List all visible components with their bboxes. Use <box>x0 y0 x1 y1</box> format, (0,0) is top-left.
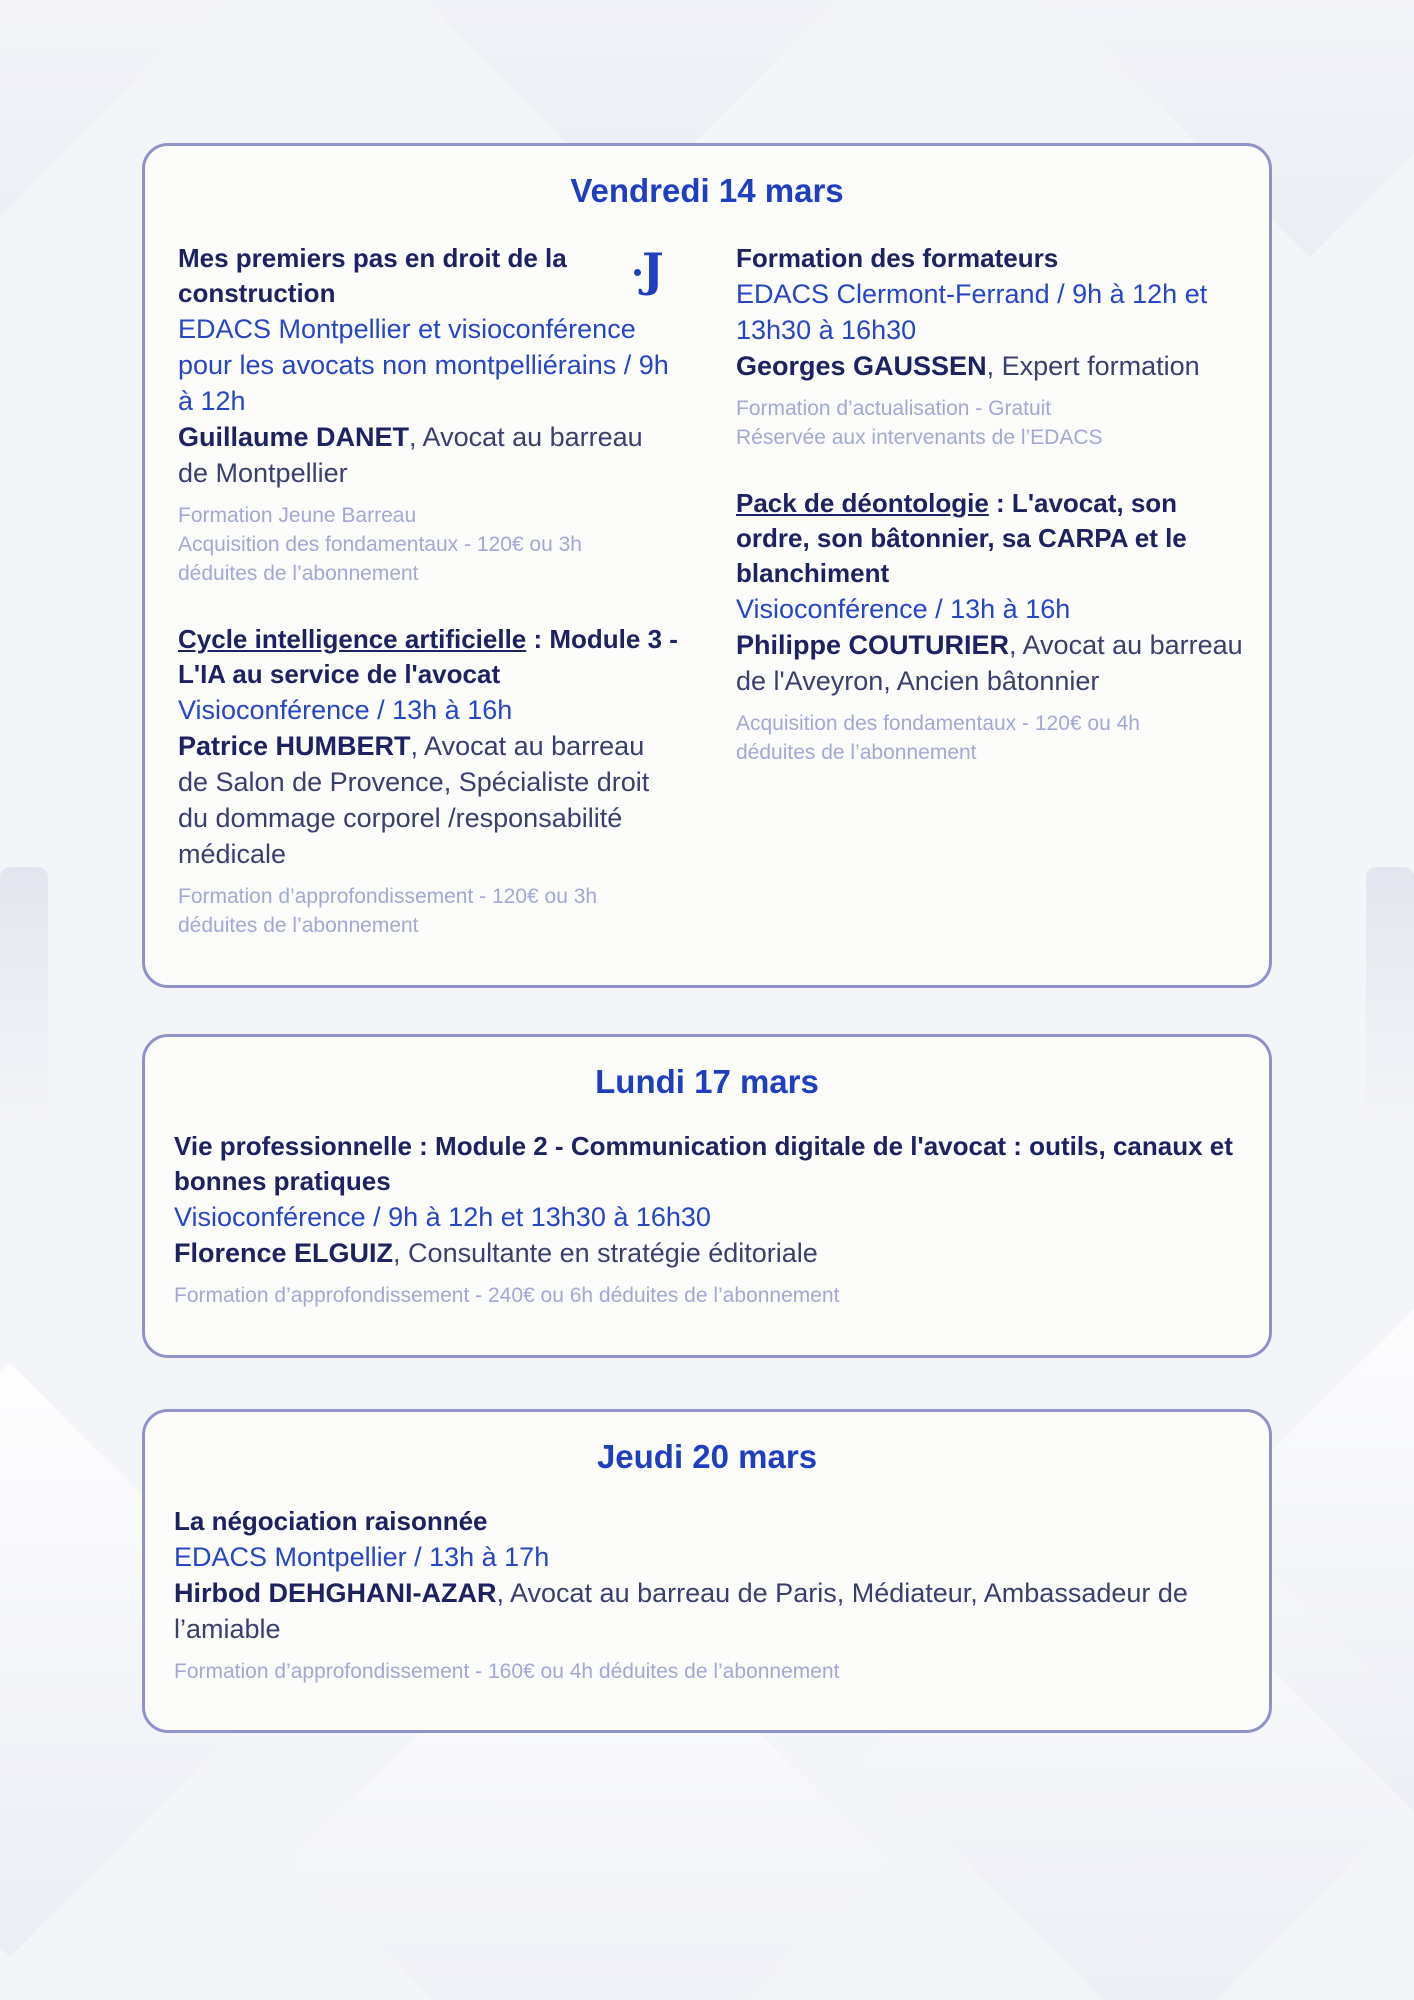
event-communication <box>174 1129 1234 1310</box>
event-meta <box>736 394 1246 452</box>
event-location: EDACS Montpellier et visioconférence pour les avocats non montpelliérains / 9h à 12h <box>178 314 669 416</box>
day-title: Jeudi 20 mars <box>596 1438 818 1475</box>
speaker-name: Florence ELGUIZ <box>174 1238 394 1268</box>
event-meta: Formation d’approfondissement - 120€ ou 3h déduites de l’abonnement <box>178 885 598 937</box>
event-meta-line: Formation d’actualisation - Gratuit <box>736 397 1052 420</box>
right-side-tab <box>1366 867 1414 1117</box>
event-meta-line: Formation Jeune Barreau <box>178 504 417 527</box>
event-title: Formation des formateurs <box>736 243 1059 273</box>
event-deontologie <box>736 486 1246 767</box>
event-meta: Formation d’approfondissement - 160€ ou 4h déduites de l’abonnement <box>174 1660 840 1683</box>
event-title: La négociation raisonnée <box>174 1506 488 1536</box>
event-title-rest: : Module 3 - L'IA au service de l'avocat <box>178 624 678 689</box>
speaker-name: Hirbod DEHGHANI-AZAR <box>174 1578 497 1608</box>
event-ia <box>178 622 678 940</box>
left-side-tab <box>0 867 48 1117</box>
event-meta-line: Réservée aux intervenants de l’EDACS <box>736 426 1103 449</box>
event-speaker <box>736 348 1246 384</box>
event-title <box>736 486 1246 591</box>
speaker-name: Philippe COUTURIER <box>736 630 1010 660</box>
event-speaker <box>178 419 678 491</box>
event-title-rest: : L'avocat, son ordre, son bâtonnier, sa CARPA et le blanchiment <box>736 488 1187 588</box>
event-title-link[interactable]: Pack de déontologie <box>736 488 989 518</box>
event-construction <box>178 241 678 588</box>
event-meta <box>178 501 678 588</box>
event-meta: Acquisition des fondamentaux - 120€ ou 4h déduites de l’abonnement <box>736 712 1140 764</box>
day-title: Vendredi 14 mars <box>570 172 844 209</box>
event-title: Vie professionnelle : Module 2 - Communication digitale de l'avocat : outils, canaux et bonnes pratiques <box>174 1131 1233 1196</box>
event-speaker <box>174 1575 1244 1647</box>
event-location: Visioconférence / 9h à 12h et 13h30 à 16h30 <box>174 1202 711 1232</box>
day-card-thursday <box>142 1409 1272 1733</box>
day-card-friday <box>142 143 1272 988</box>
day-title: Lundi 17 mars <box>595 1063 819 1100</box>
event-location: Visioconférence / 13h à 16h <box>178 695 513 725</box>
event-location: Visioconférence / 13h à 16h <box>736 594 1071 624</box>
right-column <box>736 241 1246 801</box>
left-column <box>178 241 678 974</box>
speaker-role: , Avocat au barreau de Paris, Médiateur, Ambassadeur de l’amiable <box>174 1578 1188 1644</box>
event-meta: Formation d’approfondissement - 240€ ou 6h déduites de l’abonnement <box>174 1284 840 1307</box>
speaker-role: , Avocat au barreau de l'Aveyron, Ancien bâtonnier <box>736 630 1243 696</box>
speaker-name: Guillaume DANET <box>178 422 410 452</box>
event-speaker <box>178 728 668 872</box>
speaker-role: , Avocat au barreau de Montpellier <box>178 422 643 488</box>
event-title-link[interactable]: Cycle intelligence artificielle <box>178 624 527 654</box>
event-location: EDACS Clermont-Ferrand / 9h à 12h et 13h30 à 16h30 <box>736 279 1208 345</box>
speaker-name: Patrice HUMBERT <box>178 731 411 761</box>
event-negociation <box>174 1504 1244 1686</box>
event-speaker <box>736 627 1246 699</box>
speaker-name: Georges GAUSSEN <box>736 351 987 381</box>
event-location: EDACS Montpellier / 13h à 17h <box>174 1542 550 1572</box>
speaker-role: , Consultante en stratégie éditoriale <box>393 1238 818 1268</box>
event-formateurs <box>736 241 1246 452</box>
day-card-monday <box>142 1034 1272 1358</box>
j-logo-icon: J <box>630 245 670 295</box>
event-speaker <box>174 1235 1234 1271</box>
speaker-role: , Avocat au barreau de Salon de Provence, Spécialiste droit du dommage corporel /responsabilité médicale <box>178 731 650 869</box>
speaker-role: , Expert formation <box>986 351 1200 381</box>
event-title: Mes premiers pas en droit de la construction <box>178 243 567 308</box>
event-title <box>178 622 678 692</box>
event-meta-line: Acquisition des fondamentaux - 120€ ou 3h déduites de l’abonnement <box>178 533 582 585</box>
